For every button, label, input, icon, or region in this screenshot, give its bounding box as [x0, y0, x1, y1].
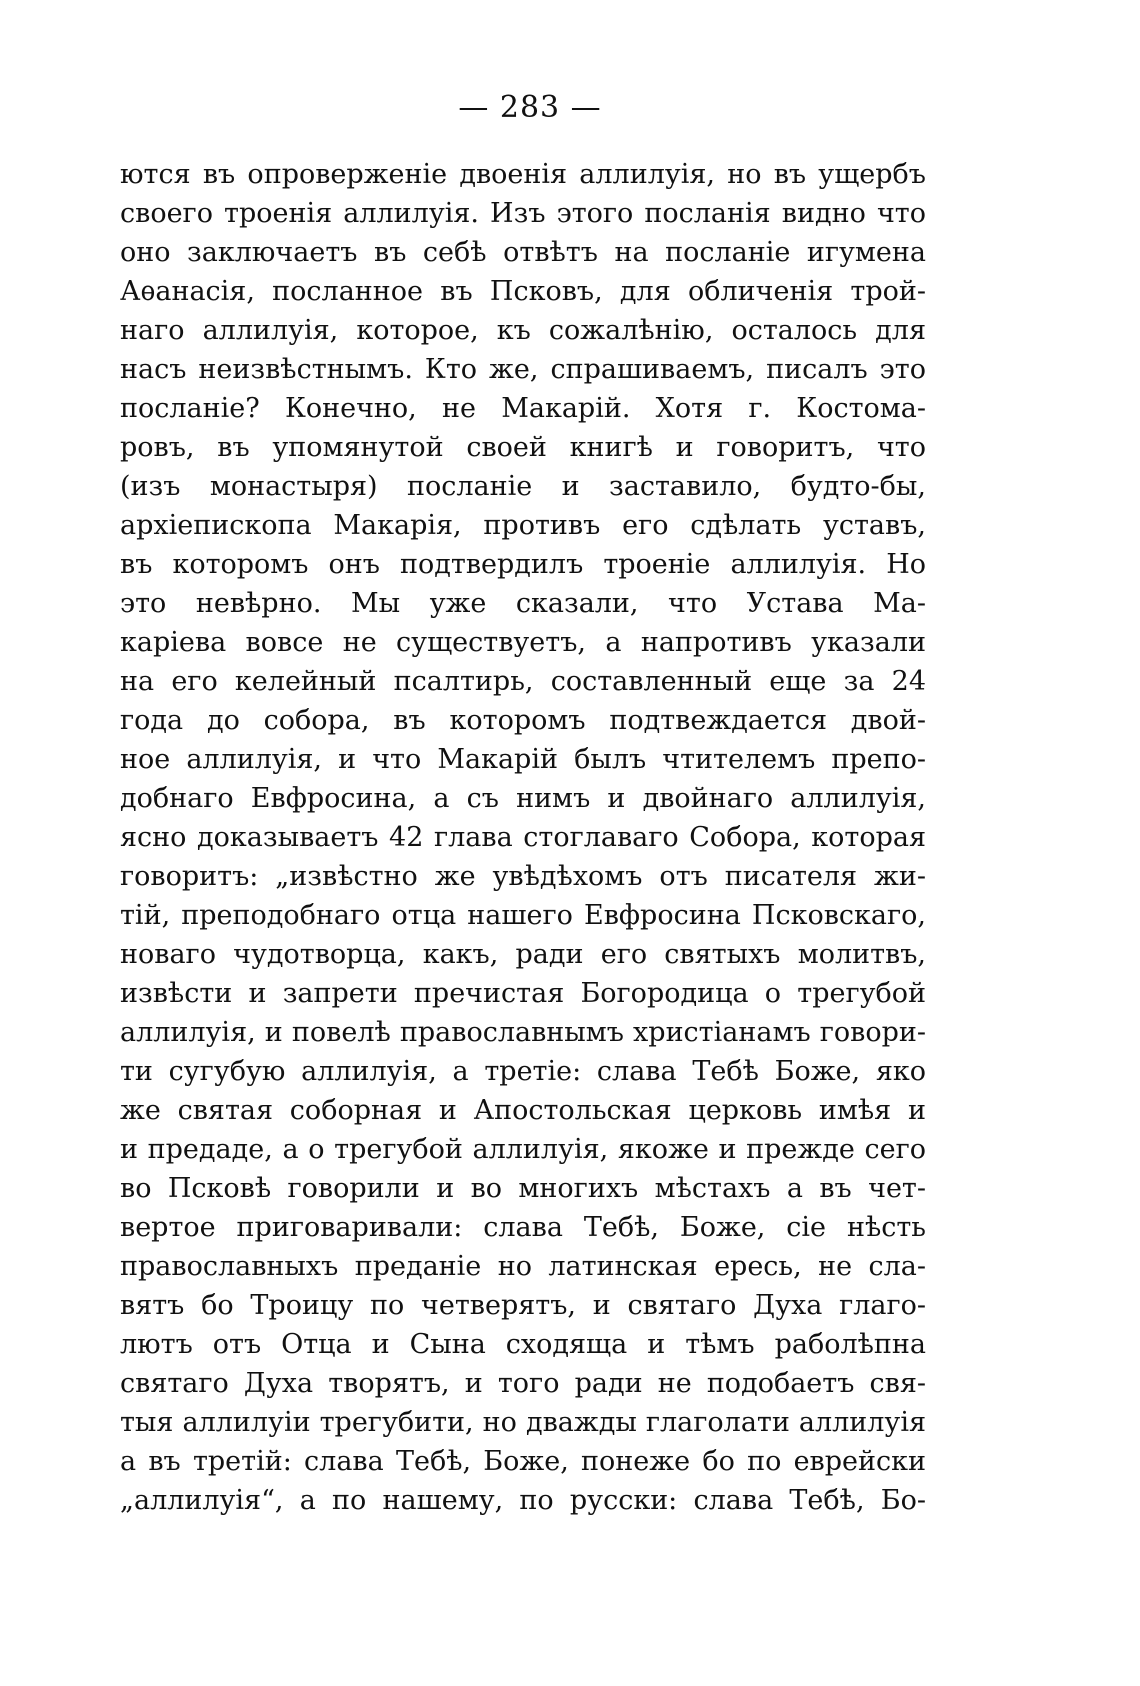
text-line: насъ неизвѣстнымъ. Кто же, спрашиваемъ, писалъ это [120, 354, 926, 385]
text-line: „аллилуія“, а по нашему, по русски: слава Тебѣ, Бо- [120, 1485, 926, 1516]
text-line: православныхъ преданіе но латинская ересь, не сла- [120, 1251, 926, 1282]
text-line: и предаде, а о трегубой аллилуія, якоже и прежде сего [120, 1134, 926, 1165]
text-line: ясно доказываетъ 42 глава стоглаваго Собора, которая [120, 822, 926, 853]
text-line: это невѣрно. Мы уже сказали, что Устава Ма- [120, 588, 926, 619]
text-line: въ которомъ онъ подтвердилъ троеніе аллилуія. Но [120, 549, 926, 580]
text-line: добнаго Евфросина, а съ нимъ и двойнаго аллилуія, [120, 783, 926, 814]
text-line: тыя аллилуіи трегубити, но дважды глаголати аллилуія [120, 1407, 926, 1438]
text-line: говоритъ: „извѣстно же увѣдѣхомъ отъ писателя жи- [120, 861, 926, 892]
text-line: святаго Духа творятъ, и того ради не подобаетъ свя- [120, 1368, 926, 1399]
text-line: наго аллилуія, которое, къ сожалѣнію, осталось для [120, 315, 926, 346]
text-line: на его келейный псалтирь, составленный еще за 24 [120, 666, 926, 697]
text-line: извѣсти и запрети пречистая Богородица о трегубой [120, 978, 926, 1009]
page-number: — 283 — [458, 90, 602, 125]
text-line: года до собора, въ которомъ подтвеждается двой- [120, 705, 926, 736]
text-line: а въ третій: слава Тебѣ, Боже, понеже бо по еврейски [120, 1446, 926, 1477]
text-line: новаго чудотворца, какъ, ради его святыхъ молитвъ, [120, 939, 926, 970]
text-line: посланіе? Конечно, не Макарій. Хотя г. Костома- [120, 393, 926, 424]
text-line: лютъ отъ Отца и Сына сходяща и тѣмъ раболѣпна [120, 1329, 926, 1360]
text-line: тій, преподобнаго отца нашего Евфросина Псковскаго, [120, 900, 926, 931]
text-line: ное аллилуія, и что Макарій былъ чтителемъ препо- [120, 744, 926, 775]
text-line: аллилуія, и повелѣ православнымъ христіанамъ говори- [120, 1017, 926, 1048]
text-line: ровъ, въ упомянутой своей книгѣ и говоритъ, что [120, 432, 926, 463]
text-line: вертое приговаривали: слава Тебѣ, Боже, сіе нѣсть [120, 1212, 926, 1243]
text-line: (изъ монастыря) посланіе и заставило, будто-бы, [120, 471, 926, 502]
text-line: каріева вовсе не существуетъ, а напротивъ указали [120, 627, 926, 658]
text-line: оно заключаетъ въ себѣ отвѣтъ на посланіе игумена [120, 237, 926, 268]
text-line: вятъ бо Троицу по четверятъ, и святаго Духа глаго- [120, 1290, 926, 1321]
text-line: архіепископа Макарія, противъ его сдѣлать уставъ, [120, 510, 926, 541]
text-line: во Псковѣ говорили и во многихъ мѣстахъ а въ чет- [120, 1173, 926, 1204]
text-line: ются въ опроверженіе двоенія аллилуія, но въ ущербъ [120, 159, 926, 190]
text-line: Аѳанасія, посланное въ Псковъ, для обличенія трой- [120, 276, 926, 307]
text-line: своего троенія аллилуія. Изъ этого посланія видно что [120, 198, 926, 229]
body-text [120, 155, 926, 1520]
text-line: ти сугубую аллилуія, а третіе: слава Тебѣ Боже, яко [120, 1056, 926, 1087]
text-line: же святая соборная и Апостольская церковь имѣя и [120, 1095, 926, 1126]
